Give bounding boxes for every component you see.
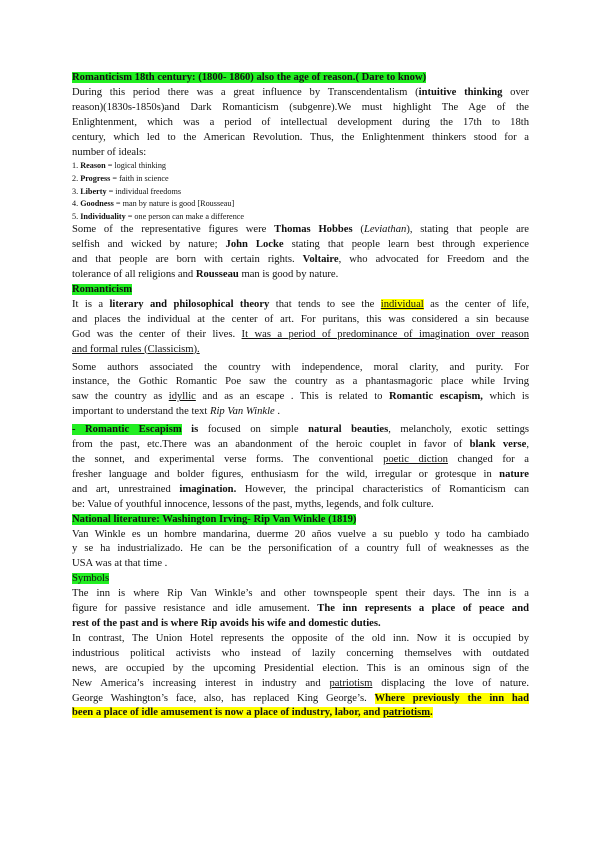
text-run: Goodness: [80, 199, 114, 209]
text-run: In contrast, The Union Hotel represents the opposite of the old inn. Now it is occupied by: [72, 632, 529, 644]
text-run: y se ha industrializado. He can be the personification of a country full of weaknesses as the: [72, 543, 529, 555]
section-heading-romanticism: [72, 283, 529, 298]
text-run: and places the individual at the center of art. For puritans, this was considered a sin because: [72, 313, 529, 325]
text-run: Romanticism 18th century: (1800- 1860) also the age of reason.( Dare to know): [72, 72, 427, 83]
text-run: .: [430, 707, 433, 719]
text-run: and art, unrestrained: [72, 483, 180, 495]
text-run: Some of the representative figures were: [72, 224, 275, 236]
text-run: is: [181, 424, 199, 436]
paragraph-literary-theory: [72, 298, 529, 358]
text-run: which is: [482, 391, 529, 403]
text-run: Enlightenment, which was a period of intellectual development during the 17th to 18th: [72, 116, 529, 128]
text-line: [72, 405, 529, 420]
text-run: nature: [499, 468, 529, 480]
subheading-symbols: [72, 572, 529, 587]
text-line: [72, 313, 529, 328]
text-run: Van Winkle es un hombre mandarina, duerme 20 años vuelve a su pueblo y todo ha cambiado: [72, 528, 529, 540]
text-run: be: Value of youthful innocence, lessons of the past, myths, legends, and folk culture.: [72, 498, 434, 510]
text-run: and as an escape . This is related to: [195, 391, 390, 403]
list-item: [72, 160, 529, 173]
text-run: Romanticism: [72, 284, 133, 296]
text-line: [72, 423, 529, 438]
document-body: [72, 71, 529, 721]
text-line: [72, 375, 529, 390]
text-run: saw the country as: [72, 391, 169, 403]
text-run: .: [274, 406, 281, 418]
paragraph-romantic-escapism: [72, 423, 529, 512]
text-line: [72, 131, 529, 146]
text-line: [72, 268, 529, 283]
text-run: the sonnet, and experimental verse forms. The conventional: [72, 454, 384, 465]
text-line: [72, 146, 529, 161]
text-run: that tends to see the: [269, 298, 381, 310]
text-run: important to understand the text: [72, 406, 210, 418]
text-line: [72, 632, 529, 647]
section-heading-national-literature: [72, 513, 529, 528]
text-run: It is a: [72, 298, 110, 310]
paragraph-enlightenment: [72, 86, 529, 161]
text-line: [72, 328, 529, 343]
text-run: It was a period of predominance of imagination over reason: [241, 328, 529, 340]
text-run: selfish and wicked by nature;: [72, 239, 226, 251]
text-line: [72, 116, 529, 131]
text-run: tolerance of all religions and: [72, 269, 196, 281]
text-line: [72, 692, 529, 707]
text-line: [72, 390, 529, 405]
text-run: industrious political activists who instead of lazily concerning themselves with outdated: [72, 647, 529, 659]
text-line: [72, 587, 529, 602]
text-run: The inn represents a place of peace and: [317, 603, 529, 615]
text-run: displacing the love of nature.: [372, 677, 529, 689]
text-run: and formal rules (Classicism).: [72, 343, 200, 355]
text-run: intuitive thinking: [418, 86, 503, 98]
text-run: figure for passive resistance and idle amusement.: [72, 603, 318, 615]
list-item: [72, 211, 529, 224]
text-run: idyllic: [168, 391, 196, 403]
text-run: fresher language and bolder figures, enthusiasm for the wild, irregular or grotesque in: [72, 468, 500, 480]
text-run: as the center of life,: [423, 298, 529, 310]
text-run: 4.: [72, 199, 81, 209]
text-line: [72, 528, 529, 543]
text-run: = one person can make a difference: [125, 211, 245, 221]
text-line: [72, 602, 529, 617]
text-run: Symbols: [72, 573, 110, 585]
text-run: , melancholy, exotic settings: [388, 424, 529, 436]
text-run: number of ideals:: [72, 146, 147, 158]
text-run: Progress: [80, 174, 111, 184]
text-line: [72, 557, 529, 572]
list-item: [72, 173, 529, 186]
text-run: = individual freedoms: [106, 186, 182, 196]
text-line: [72, 223, 529, 238]
text-run: Rip Van Winkle: [209, 406, 275, 418]
text-run: Rousseau: [195, 269, 239, 281]
text-run: focused on simple: [198, 424, 309, 436]
text-run: reason)(1830s-1850s)and Dark Romanticism (subgenre).We must highlight The Age of the: [72, 101, 529, 113]
text-run: individual: [380, 298, 424, 310]
text-run: During this period there was a great influence by Transcendentalism (: [72, 86, 419, 98]
text-line: [72, 677, 529, 692]
text-run: blank verse: [469, 439, 527, 451]
text-line: [72, 253, 529, 268]
text-run: man is good by nature.: [238, 269, 339, 281]
text-run: = logical thinking: [105, 161, 167, 171]
text-run: literary and philosophical theory: [109, 298, 270, 310]
text-run: (: [352, 224, 364, 236]
text-run: New America’s increasing interest in industry and: [72, 677, 330, 689]
text-run: rest of the past and is where Rip avoids his wife and domestic duties.: [72, 617, 381, 629]
text-line: [72, 617, 529, 632]
text-line: [72, 453, 529, 468]
text-run: = faith in science: [110, 174, 169, 184]
text-run: 1.: [72, 161, 81, 171]
text-run: instance, the Gothic Romantic Poe saw the country as a phantasmagoric place while Irving: [72, 376, 529, 388]
text-line: [72, 298, 529, 313]
text-line: [72, 343, 529, 358]
text-run: USA was at that time .: [72, 558, 168, 570]
text-run: imagination.: [179, 483, 237, 495]
text-run: 3.: [72, 186, 81, 196]
text-run: Romantic escapism,: [389, 391, 483, 403]
text-line: [72, 86, 529, 101]
text-run: natural beauties: [308, 424, 389, 436]
text-run: However, the principal characteristics of Romanticism can: [236, 483, 529, 495]
text-run: Leviathan: [363, 224, 407, 236]
text-line: [72, 706, 529, 721]
text-run: Individuality: [80, 211, 126, 221]
text-run: Voltaire: [302, 254, 339, 266]
text-line: [72, 438, 529, 453]
text-line: [72, 498, 529, 513]
text-run: Some authors associated the country with independence, moral clarity, and purity. For: [72, 361, 529, 373]
paragraph-representative-figures: [72, 223, 529, 283]
text-run: 2.: [72, 174, 81, 184]
text-run: century, which led to the American Revolution. Thus, the Enlightenment thinkers stood for a: [72, 131, 529, 143]
paragraph-country: [72, 361, 529, 421]
text-run: stating that people learn best through experience: [283, 239, 529, 251]
text-line: [72, 647, 529, 662]
text-line: [72, 101, 529, 116]
text-run: over: [502, 86, 529, 98]
text-run: The inn is where Rip Van Winkle’s and other townspeople spent their days. The inn is a: [72, 588, 529, 600]
text-line: [72, 483, 529, 498]
text-run: George Washington’s face, also, has replaced King George’s.: [72, 692, 375, 704]
text-line: [72, 662, 529, 677]
text-run: from the past, etc.There was an abandonment of the heroic couplet in favor of: [72, 439, 470, 451]
text-run: changed for a: [447, 454, 529, 465]
text-line: [72, 238, 529, 253]
paragraph-inn: [72, 587, 529, 632]
text-run: and that people are born with certain rights.: [72, 254, 303, 266]
text-run: patriotism: [382, 707, 431, 719]
text-run: news, are occupied by the upcoming Presidential election. This is an ominous sign of the: [72, 662, 529, 674]
paragraph-van-winkle: [72, 528, 529, 573]
text-run: John Locke: [225, 239, 284, 251]
text-run: ), stating that people are: [406, 224, 529, 236]
ideals-list: [72, 160, 529, 223]
text-run: Reason: [80, 161, 106, 171]
text-run: God was the center of their lives.: [72, 328, 242, 340]
text-run: Where previously the inn had: [374, 692, 529, 704]
list-item: [72, 186, 529, 199]
text-run: been a place of idle amusement is now a place of industry, labor, and: [72, 707, 383, 719]
text-line: [72, 468, 529, 483]
list-item: [72, 198, 529, 211]
text-run: - Romantic Escapism: [72, 424, 182, 436]
text-run: 5.: [72, 211, 81, 221]
paragraph-union-hotel: [72, 632, 529, 721]
text-run: poetic diction: [383, 454, 448, 465]
text-run: National literature: Washington Irving- Rip Van Winkle (1819): [72, 513, 357, 525]
text-run: patriotism: [329, 677, 373, 689]
text-line: [72, 361, 529, 376]
text-run: ,: [526, 439, 529, 451]
text-line: [72, 542, 529, 557]
text-run: Liberty: [80, 186, 107, 196]
text-run: Thomas Hobbes: [274, 224, 353, 236]
section-heading-romanticism-18th: [72, 71, 529, 86]
text-run: , who advocated for Freedom and the: [338, 254, 529, 266]
text-run: = man by nature is good [Rousseau]: [113, 199, 235, 209]
